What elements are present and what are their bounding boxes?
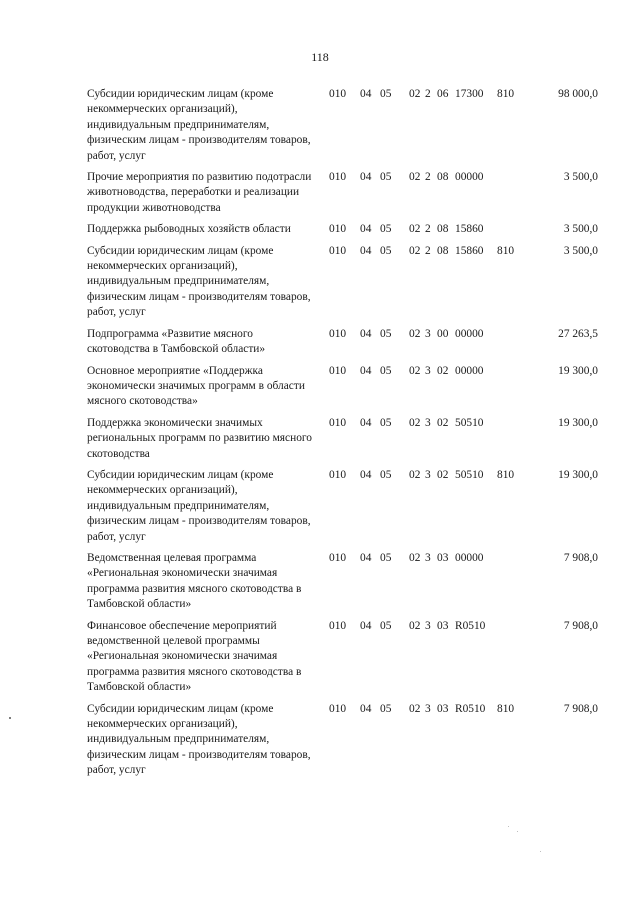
section-code: 04 [360,364,372,377]
section-code: 04 [360,327,372,340]
subprogram-code: 3 [425,327,431,340]
table-row [0,170,640,216]
subsection-code: 05 [380,364,392,377]
event-code: 03 [437,619,449,632]
direction-code: 00000 [455,551,484,564]
program-code: 02 [409,223,421,236]
grbs-code: 010 [329,619,347,632]
scan-speck [517,831,518,832]
table-row [0,222,640,237]
row-name: Субсидии юридическим лицам (кроме некоммерческих организаций), индивидуальным предпринимателям, физическим лицам - производителям товаров, работ, услуг [87,468,311,543]
event-code: 03 [437,551,449,564]
table-row [0,87,640,164]
table-row [0,702,640,779]
row-name: Ведомственная целевая программа «Региональная экономически значимая программа развития мясного скотоводства в Тамбовской области» [87,551,302,611]
section-code: 04 [360,551,372,564]
table-row [0,364,640,410]
grbs-code: 010 [329,223,347,236]
table-row [0,327,640,358]
table-row [0,244,640,321]
direction-code: 15860 [455,244,484,257]
event-code: 00 [437,327,449,340]
subsection-code: 05 [380,327,392,340]
direction-code: 00000 [455,364,484,377]
section-code: 04 [360,619,372,632]
amount: 19 300,0 [558,364,598,377]
expense-type-code: 810 [497,702,515,715]
direction-code: R0510 [455,619,486,632]
section-code: 04 [360,244,372,257]
program-code: 02 [409,619,421,632]
expense-type-code: 810 [497,244,515,257]
program-code: 02 [409,416,421,429]
program-code: 02 [409,327,421,340]
section-code: 04 [360,468,372,481]
subprogram-code: 2 [425,171,431,184]
row-name: Субсидии юридическим лицам (кроме некоммерческих организаций), индивидуальным предпринимателям, физическим лицам - производителям товаров, работ, услуг [87,88,311,162]
row-name: Поддержка экономически значимых региональных программ по развитию мясного скотоводства [87,416,312,460]
grbs-code: 010 [329,416,347,429]
amount: 7 908,0 [563,619,598,632]
amount: 7 908,0 [563,702,598,715]
section-code: 04 [360,416,372,429]
grbs-code: 010 [329,468,347,481]
program-code: 02 [409,468,421,481]
row-name: Подпрограмма «Развитие мясного скотоводства в Тамбовской области» [87,327,266,356]
subsection-code: 05 [380,551,392,564]
budget-table [0,87,640,779]
event-code: 08 [437,244,449,257]
row-name: Поддержка рыбоводных хозяйств области [87,223,291,236]
row-name: Субсидии юридическим лицам (кроме некоммерческих организаций), индивидуальным предпринимателям, физическим лицам - производителям товаров, работ, услуг [87,702,311,777]
event-code: 02 [437,416,449,429]
amount: 98 000,0 [558,88,598,100]
table-row [0,468,640,545]
amount: 19 300,0 [558,416,598,429]
subprogram-code: 2 [425,223,431,236]
subprogram-code: 2 [425,244,431,257]
scan-speck [508,826,509,827]
program-code: 02 [409,364,421,377]
program-code: 02 [409,171,421,184]
row-name: Прочие мероприятия по развитию подотрасли животноводства, переработки и реализации продукции животноводства [87,171,312,214]
grbs-code: 010 [329,551,347,564]
subprogram-code: 3 [425,468,431,481]
amount: 27 263,5 [558,327,598,340]
scan-speck [9,717,11,719]
subsection-code: 05 [380,416,392,429]
table-row [0,619,640,696]
direction-code: R0510 [455,702,486,715]
table-row [0,551,640,613]
grbs-code: 010 [329,88,347,100]
grbs-code: 010 [329,364,347,377]
expense-type-code: 810 [497,468,515,481]
section-code: 04 [360,223,372,236]
amount: 3 500,0 [563,171,598,184]
subsection-code: 05 [380,223,392,236]
program-code: 02 [409,244,421,257]
subsection-code: 05 [380,88,392,100]
event-code: 08 [437,223,449,236]
subsection-code: 05 [380,244,392,257]
program-code: 02 [409,88,421,100]
program-code: 02 [409,551,421,564]
subsection-code: 05 [380,619,392,632]
program-code: 02 [409,702,421,715]
subsection-code: 05 [380,171,392,184]
subprogram-code: 3 [425,416,431,429]
subsection-code: 05 [380,468,392,481]
grbs-code: 010 [329,244,347,257]
table-row [0,416,640,462]
section-code: 04 [360,702,372,715]
subprogram-code: 3 [425,364,431,377]
amount: 3 500,0 [563,223,598,236]
amount: 7 908,0 [563,551,598,564]
scan-speck [540,851,541,852]
subprogram-code: 3 [425,551,431,564]
event-code: 03 [437,702,449,715]
direction-code: 50510 [455,416,484,429]
subsection-code: 05 [380,702,392,715]
event-code: 08 [437,171,449,184]
event-code: 06 [437,88,449,100]
subprogram-code: 3 [425,702,431,715]
expense-type-code: 810 [497,88,515,100]
direction-code: 00000 [455,171,484,184]
direction-code: 17300 [455,88,484,100]
row-name: Финансовое обеспечение мероприятий ведомственной целевой программы «Региональная экономически значимая программа развития мясного скотоводства в Тамбовской области» [87,619,302,694]
grbs-code: 010 [329,327,347,340]
row-name: Основное мероприятие «Поддержка экономически значимых программ в области мясного скотоводства» [87,364,305,408]
subprogram-code: 3 [425,619,431,632]
event-code: 02 [437,364,449,377]
page-number: 118 [311,50,329,64]
section-code: 04 [360,88,372,100]
row-name: Субсидии юридическим лицам (кроме некоммерческих организаций), индивидуальным предпринимателям, физическим лицам - производителям товаров, работ, услуг [87,244,311,319]
grbs-code: 010 [329,171,347,184]
grbs-code: 010 [329,702,347,715]
direction-code: 15860 [455,223,484,236]
direction-code: 00000 [455,327,484,340]
section-code: 04 [360,171,372,184]
subprogram-code: 2 [425,88,431,100]
direction-code: 50510 [455,468,484,481]
event-code: 02 [437,468,449,481]
amount: 3 500,0 [563,244,598,257]
amount: 19 300,0 [558,468,598,481]
